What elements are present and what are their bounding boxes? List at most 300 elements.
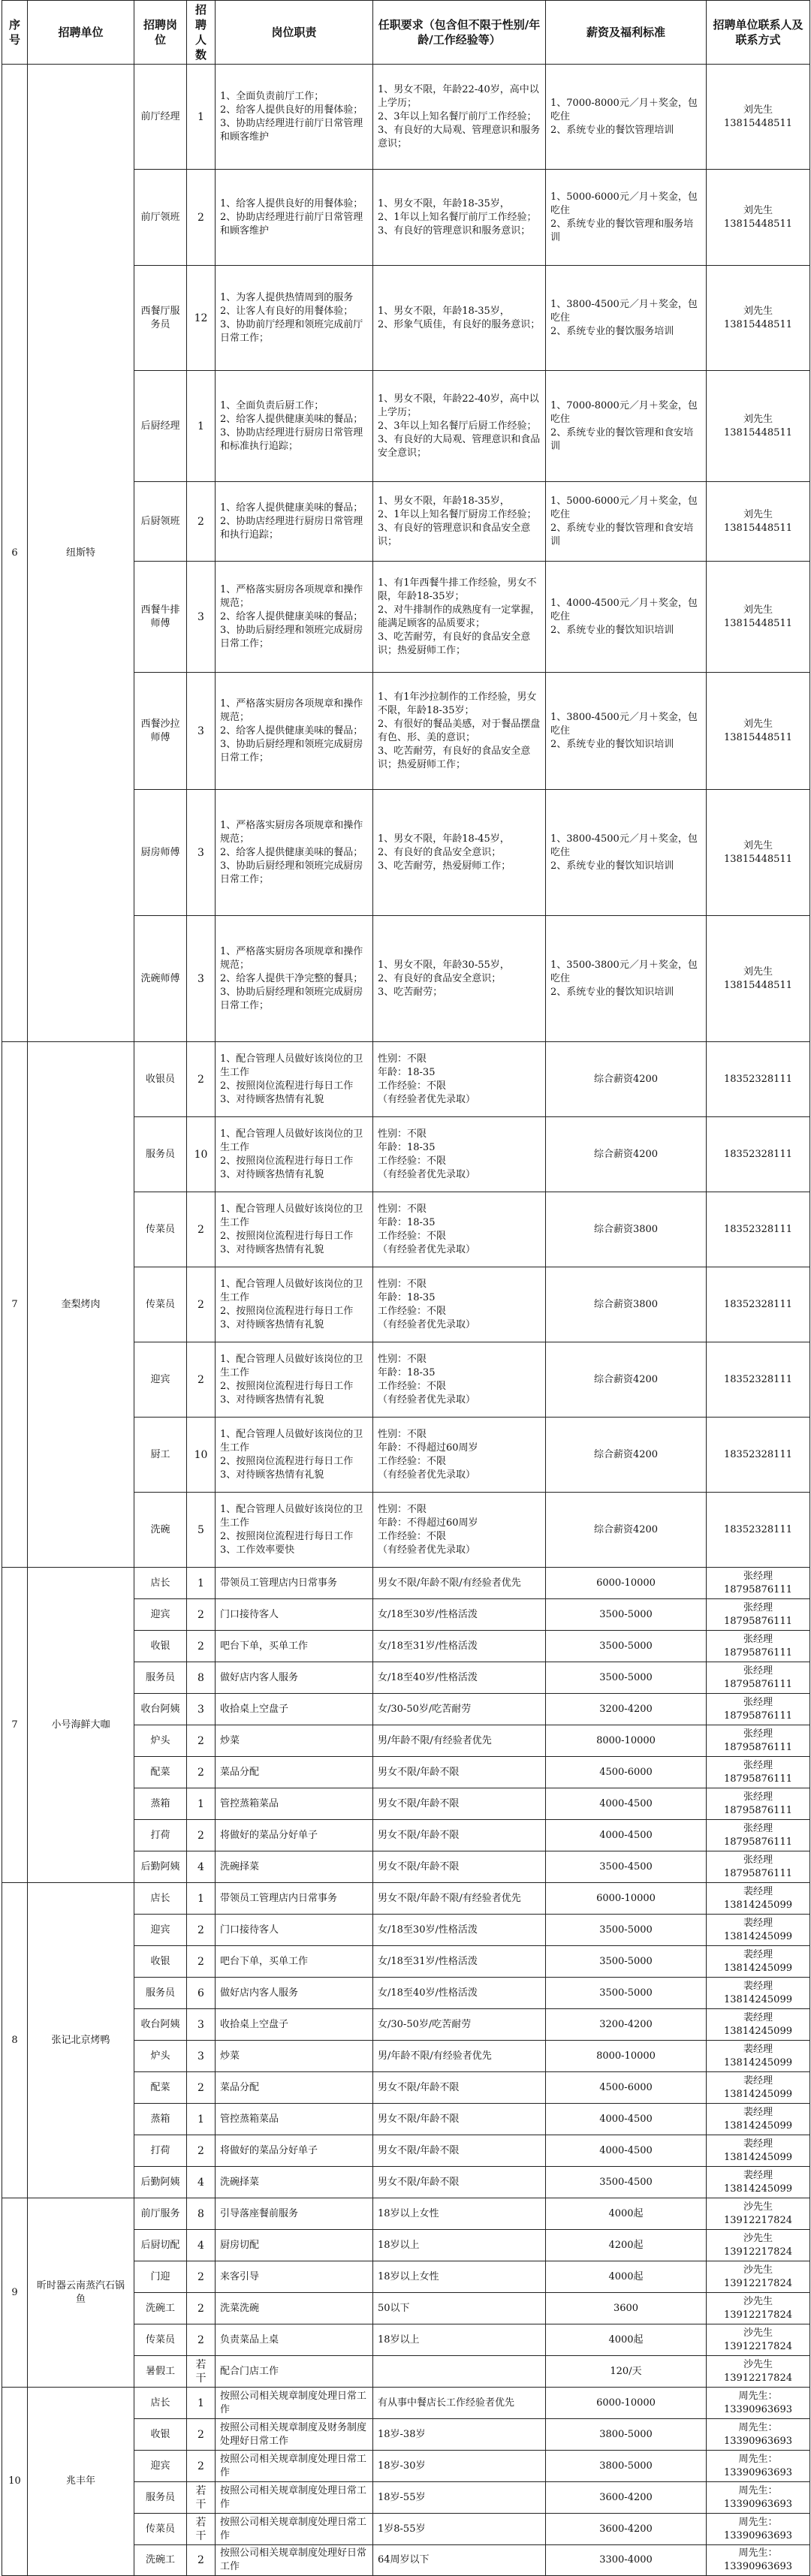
requirement-cell: 男女不限/年龄不限 bbox=[373, 2135, 546, 2167]
table-row bbox=[2, 1042, 810, 1117]
count-cell: 8 bbox=[187, 2198, 216, 2230]
header-cell: 招聘人数 bbox=[187, 1, 216, 65]
requirement-cell: 女/18至31岁/性格活泼 bbox=[373, 1631, 546, 1662]
count-cell: 2 bbox=[187, 1820, 216, 1851]
duty-cell: 1、配合管理人员做好该岗位的卫生工作 2、按照岗位流程进行每日工作 3、对待顾客热情有礼貌 bbox=[216, 1117, 373, 1192]
count-cell: 3 bbox=[187, 790, 216, 916]
requirement-cell: 女/18至40岁/性格活泼 bbox=[373, 1662, 546, 1694]
count-cell: 2 bbox=[187, 1725, 216, 1757]
post-cell: 收银 bbox=[134, 1631, 187, 1662]
salary-cell: 3500-5000 bbox=[546, 1946, 707, 1978]
duty-cell: 按照公司相关规章制度处理日常工作 bbox=[216, 2388, 373, 2419]
table-row bbox=[2, 1883, 810, 1915]
count-cell: 3 bbox=[187, 2041, 216, 2072]
requirement-cell: 女/30-50岁/吃苦耐劳 bbox=[373, 2009, 546, 2041]
count-cell: 1 bbox=[187, 2104, 216, 2135]
post-cell: 传菜员 bbox=[134, 2514, 187, 2545]
contact-cell: 张经理 18795876111 bbox=[707, 1851, 810, 1883]
contact-cell: 18352328111 bbox=[707, 1342, 810, 1418]
count-cell: 若干 bbox=[187, 2482, 216, 2514]
post-cell: 服务员 bbox=[134, 1117, 187, 1192]
requirement-cell: 18岁以上 bbox=[373, 2324, 546, 2356]
post-cell: 配菜 bbox=[134, 1757, 187, 1788]
count-cell: 2 bbox=[187, 1757, 216, 1788]
contact-cell: 裴经理 13814245099 bbox=[707, 1883, 810, 1915]
count-cell: 2 bbox=[187, 1342, 216, 1418]
row-number-cell: 7 bbox=[2, 1568, 28, 1883]
salary-cell: 3500-5000 bbox=[546, 1599, 707, 1631]
contact-cell: 裴经理 13814245099 bbox=[707, 2135, 810, 2167]
duty-cell: 吧台下单，买单工作 bbox=[216, 1631, 373, 1662]
requirement-cell: 性别：不限 年龄：不得超过60周岁 工作经验：不限 （有经验者优先录取） bbox=[373, 1493, 546, 1568]
requirement-cell: 1岁8-55岁 bbox=[373, 2514, 546, 2545]
salary-cell: 8000-10000 bbox=[546, 1725, 707, 1757]
duty-cell: 带领员工管理店内日常事务 bbox=[216, 1883, 373, 1915]
post-cell: 前厅领班 bbox=[134, 170, 187, 266]
count-cell: 4 bbox=[187, 1851, 216, 1883]
count-cell: 3 bbox=[187, 1694, 216, 1725]
requirement-cell: 性别：不限 年龄：18-35 工作经验：不限 （有经验者优先录取） bbox=[373, 1117, 546, 1192]
post-cell: 店长 bbox=[134, 1568, 187, 1599]
post-cell: 洗碗工 bbox=[134, 2545, 187, 2576]
salary-cell: 综合薪资4200 bbox=[546, 1042, 707, 1117]
duty-cell: 将做好的菜品分好单子 bbox=[216, 1820, 373, 1851]
post-cell: 前厅经理 bbox=[134, 65, 187, 170]
count-cell: 2 bbox=[187, 1192, 216, 1267]
requirement-cell: 1、男女不限，年龄30-55岁， 2、有良好的食品安全意识； 3、吃苦耐劳； bbox=[373, 916, 546, 1042]
requirement-cell: 男女不限/年龄不限/有经验者优先 bbox=[373, 1568, 546, 1599]
count-cell: 1 bbox=[187, 2388, 216, 2419]
count-cell: 6 bbox=[187, 1978, 216, 2009]
contact-cell: 18352328111 bbox=[707, 1117, 810, 1192]
requirement-cell: 男女不限/年龄不限 bbox=[373, 2072, 546, 2104]
post-cell: 配菜 bbox=[134, 2072, 187, 2104]
duty-cell: 负责菜品上桌 bbox=[216, 2324, 373, 2356]
salary-cell: 综合薪资4200 bbox=[546, 1493, 707, 1568]
requirement-cell: 男女不限/年龄不限 bbox=[373, 1820, 546, 1851]
row-number-cell: 6 bbox=[2, 65, 28, 1042]
duty-cell: 配合门店工作 bbox=[216, 2356, 373, 2388]
count-cell: 5 bbox=[187, 1493, 216, 1568]
salary-cell: 3500-4500 bbox=[546, 2167, 707, 2198]
row-number-cell: 7 bbox=[2, 1042, 28, 1568]
post-cell: 传菜员 bbox=[134, 2324, 187, 2356]
table-row bbox=[2, 65, 810, 170]
requirement-cell: 男女不限/年龄不限 bbox=[373, 1757, 546, 1788]
salary-cell: 3200-4200 bbox=[546, 1694, 707, 1725]
requirement-cell: 18岁以上 bbox=[373, 2230, 546, 2261]
contact-cell: 周先生： 13390963693 bbox=[707, 2545, 810, 2576]
contact-cell: 周先生： 13390963693 bbox=[707, 2514, 810, 2545]
duty-cell: 洗菜洗碗 bbox=[216, 2293, 373, 2324]
contact-cell: 裴经理 13814245099 bbox=[707, 1978, 810, 2009]
contact-cell: 18352328111 bbox=[707, 1418, 810, 1493]
count-cell: 1 bbox=[187, 1788, 216, 1820]
post-cell: 后厨领班 bbox=[134, 482, 187, 562]
table-row bbox=[2, 1568, 810, 1599]
count-cell: 10 bbox=[187, 1117, 216, 1192]
duty-cell: 吧台下单，买单工作 bbox=[216, 1946, 373, 1978]
post-cell: 收银 bbox=[134, 1946, 187, 1978]
count-cell: 2 bbox=[187, 2293, 216, 2324]
requirement-cell: 18岁-30岁 bbox=[373, 2451, 546, 2482]
requirement-cell: 1、男女不限，年龄22-40岁，高中以上学历； 2、3年以上知名餐厅前厅工作经验； 3、有良好的大局观、管理意识和服务意识； bbox=[373, 65, 546, 170]
post-cell: 店长 bbox=[134, 2388, 187, 2419]
count-cell: 2 bbox=[187, 2545, 216, 2576]
count-cell: 若干 bbox=[187, 2514, 216, 2545]
salary-cell: 4000-4500 bbox=[546, 2104, 707, 2135]
salary-cell: 1、5000-6000元／月＋奖金，包吃住 2、系统专业的餐饮管理和食安培训 bbox=[546, 482, 707, 562]
salary-cell: 6000-10000 bbox=[546, 1883, 707, 1915]
post-cell: 打荷 bbox=[134, 2135, 187, 2167]
contact-cell: 刘先生 13815448511 bbox=[707, 371, 810, 482]
post-cell: 暑假工 bbox=[134, 2356, 187, 2388]
duty-cell: 1、全面负责前厅工作； 2、给客人提供良好的用餐体验； 3、协助店经理进行前厅日常管理和顾客维护 bbox=[216, 65, 373, 170]
post-cell: 收台阿姨 bbox=[134, 1694, 187, 1725]
count-cell: 2 bbox=[187, 2072, 216, 2104]
contact-cell: 沙先生 13912217824 bbox=[707, 2198, 810, 2230]
count-cell: 2 bbox=[187, 1946, 216, 1978]
count-cell: 2 bbox=[187, 1631, 216, 1662]
requirement-cell: 男女不限/年龄不限 bbox=[373, 1788, 546, 1820]
post-cell: 迎宾 bbox=[134, 2451, 187, 2482]
count-cell: 10 bbox=[187, 1418, 216, 1493]
count-cell: 3 bbox=[187, 562, 216, 673]
requirement-cell: 性别：不限 年龄：18-35 工作经验：不限 （有经验者优先录取） bbox=[373, 1342, 546, 1418]
salary-cell: 3500-5000 bbox=[546, 1978, 707, 2009]
salary-cell: 8000-10000 bbox=[546, 2041, 707, 2072]
post-cell: 迎宾 bbox=[134, 1342, 187, 1418]
post-cell: 西餐牛排师傅 bbox=[134, 562, 187, 673]
requirement-cell: 18岁以上女性 bbox=[373, 2261, 546, 2293]
contact-cell: 周先生： 13390963693 bbox=[707, 2419, 810, 2451]
count-cell: 2 bbox=[187, 1915, 216, 1946]
requirement-cell: 1、男女不限，年龄18-35岁， 2、1年以上知名餐厅前厅工作经验； 3、有良好的管理意识和服务意识； bbox=[373, 170, 546, 266]
requirement-cell: 1、男女不限，年龄22-40岁，高中以上学历； 2、3年以上知名餐厅后厨工作经验； 3、有良好的大局观、管理意识和食品安全意识； bbox=[373, 371, 546, 482]
row-number-cell: 10 bbox=[2, 2388, 28, 2576]
salary-cell: 3500-4500 bbox=[546, 1851, 707, 1883]
salary-cell: 4000起 bbox=[546, 2261, 707, 2293]
table-row bbox=[2, 2198, 810, 2230]
contact-cell: 张经理 18795876111 bbox=[707, 1820, 810, 1851]
requirement-cell: 64周岁以下 bbox=[373, 2545, 546, 2576]
salary-cell: 综合薪资3800 bbox=[546, 1267, 707, 1342]
salary-cell: 3800-5000 bbox=[546, 2451, 707, 2482]
duty-cell: 1、配合管理人员做好该岗位的卫生工作 2、按照岗位流程进行每日工作 3、对待顾客热情有礼貌 bbox=[216, 1342, 373, 1418]
requirement-cell: 1、男女不限，年龄18-35岁， 2、1年以上知名餐厅厨房工作经验； 3、有良好的管理意识和食品安全意识； bbox=[373, 482, 546, 562]
count-cell: 2 bbox=[187, 1267, 216, 1342]
header-cell: 任职要求（包含但不限于性别/年龄/工作经验等） bbox=[373, 1, 546, 65]
count-cell: 2 bbox=[187, 2135, 216, 2167]
requirement-cell: 性别：不限 年龄：18-35 工作经验：不限 （有经验者优先录取） bbox=[373, 1042, 546, 1117]
contact-cell: 刘先生 13815448511 bbox=[707, 482, 810, 562]
count-cell: 1 bbox=[187, 65, 216, 170]
row-number-cell: 8 bbox=[2, 1883, 28, 2198]
post-cell: 传菜员 bbox=[134, 1267, 187, 1342]
duty-cell: 来客引导 bbox=[216, 2261, 373, 2293]
duty-cell: 做好店内客人服务 bbox=[216, 1662, 373, 1694]
company-cell: 小号海鲜大咖 bbox=[28, 1568, 134, 1883]
count-cell: 12 bbox=[187, 266, 216, 371]
duty-cell: 按照公司相关规章制度处理日常工作 bbox=[216, 2482, 373, 2514]
contact-cell: 裴经理 13814245099 bbox=[707, 2167, 810, 2198]
salary-cell: 1、3800-4500元／月＋奖金，包吃住 2、系统专业的餐饮服务培训 bbox=[546, 266, 707, 371]
post-cell: 服务员 bbox=[134, 2482, 187, 2514]
post-cell: 迎宾 bbox=[134, 1915, 187, 1946]
requirement-cell: 女/30-50岁/吃苦耐劳 bbox=[373, 1694, 546, 1725]
post-cell: 门迎 bbox=[134, 2261, 187, 2293]
contact-cell: 18352328111 bbox=[707, 1267, 810, 1342]
salary-cell: 综合薪资4200 bbox=[546, 1418, 707, 1493]
salary-cell: 3500-5000 bbox=[546, 1631, 707, 1662]
table-row bbox=[2, 2388, 810, 2419]
count-cell: 1 bbox=[187, 1568, 216, 1599]
contact-cell: 刘先生 13815448511 bbox=[707, 673, 810, 790]
contact-cell: 张经理 18795876111 bbox=[707, 1662, 810, 1694]
contact-cell: 刘先生 13815448511 bbox=[707, 916, 810, 1042]
salary-cell: 1、3800-4500元／月＋奖金，包吃住 2、系统专业的餐饮知识培训 bbox=[546, 790, 707, 916]
row-number-cell: 9 bbox=[2, 2198, 28, 2388]
post-cell: 后勤阿姨 bbox=[134, 1851, 187, 1883]
salary-cell: 1、4000-4500元／月＋奖金，包吃住 2、系统专业的餐饮知识培训 bbox=[546, 562, 707, 673]
duty-cell: 1、给客人提供健康美味的餐品； 2、协助店经理进行厨房日常管理和执行追踪； bbox=[216, 482, 373, 562]
duty-cell: 炒菜 bbox=[216, 1725, 373, 1757]
table-body bbox=[2, 65, 810, 2576]
contact-cell: 刘先生 13815448511 bbox=[707, 65, 810, 170]
header-cell: 岗位职责 bbox=[216, 1, 373, 65]
duty-cell: 1、配合管理人员做好该岗位的卫生工作 2、按照岗位流程进行每日工作 3、对待顾客热情有礼貌 bbox=[216, 1267, 373, 1342]
salary-cell: 3500-5000 bbox=[546, 1915, 707, 1946]
contact-cell: 张经理 18795876111 bbox=[707, 1788, 810, 1820]
contact-cell: 张经理 18795876111 bbox=[707, 1568, 810, 1599]
duty-cell: 1、严格落实厨房各项规章和操作规范； 2、给客人提供健康美味的餐品； 3、协助后厨经理和领班完成厨房日常工作； bbox=[216, 673, 373, 790]
company-cell: 兆丰年 bbox=[28, 2388, 134, 2576]
salary-cell: 4000-4500 bbox=[546, 1820, 707, 1851]
requirement-cell: 性别：不限 年龄：不得超过60周岁 工作经验：不限 （有经验者优先录取） bbox=[373, 1418, 546, 1493]
requirement-cell: 男/年龄不限/有经验者优先 bbox=[373, 1725, 546, 1757]
contact-cell: 周先生： 13390963693 bbox=[707, 2388, 810, 2419]
duty-cell: 管控蒸箱菜品 bbox=[216, 1788, 373, 1820]
requirement-cell: 男女不限/年龄不限 bbox=[373, 1851, 546, 1883]
requirement-cell: 女/18至30岁/性格活泼 bbox=[373, 1915, 546, 1946]
requirement-cell: 1、男女不限，年龄18-45岁， 2、有良好的食品安全意识； 3、吃苦耐劳，热爱厨师工作； bbox=[373, 790, 546, 916]
post-cell: 蒸箱 bbox=[134, 1788, 187, 1820]
post-cell: 厨房师傅 bbox=[134, 790, 187, 916]
salary-cell: 3600-4200 bbox=[546, 2482, 707, 2514]
count-cell: 3 bbox=[187, 2009, 216, 2041]
salary-cell: 6000-10000 bbox=[546, 1568, 707, 1599]
salary-cell: 3600 bbox=[546, 2293, 707, 2324]
contact-cell: 沙先生 13912217824 bbox=[707, 2324, 810, 2356]
duty-cell: 1、严格落实厨房各项规章和操作规范； 2、给客人提供健康美味的餐品； 3、协助后厨经理和领班完成厨房日常工作； bbox=[216, 790, 373, 916]
contact-cell: 周先生： 13390963693 bbox=[707, 2482, 810, 2514]
duty-cell: 按照公司相关规章制度处理日常工作 bbox=[216, 2514, 373, 2545]
salary-cell: 3600-4200 bbox=[546, 2514, 707, 2545]
post-cell: 炉头 bbox=[134, 1725, 187, 1757]
count-cell: 2 bbox=[187, 482, 216, 562]
post-cell: 西餐沙拉师傅 bbox=[134, 673, 187, 790]
salary-cell: 4500-6000 bbox=[546, 1757, 707, 1788]
contact-cell: 裴经理 13814245099 bbox=[707, 1915, 810, 1946]
salary-cell: 1、3800-4500元／月＋奖金，包吃住 2、系统专业的餐饮知识培训 bbox=[546, 673, 707, 790]
contact-cell: 沙先生 13912217824 bbox=[707, 2293, 810, 2324]
post-cell: 蒸箱 bbox=[134, 2104, 187, 2135]
count-cell: 3 bbox=[187, 916, 216, 1042]
duty-cell: 炒菜 bbox=[216, 2041, 373, 2072]
contact-cell: 裴经理 13814245099 bbox=[707, 2104, 810, 2135]
count-cell: 2 bbox=[187, 2451, 216, 2482]
salary-cell: 6000-10000 bbox=[546, 2388, 707, 2419]
requirement-cell: 男女不限/年龄不限/有经验者优先 bbox=[373, 1883, 546, 1915]
requirement-cell: 女/18至30岁/性格活泼 bbox=[373, 1599, 546, 1631]
contact-cell: 张经理 18795876111 bbox=[707, 1757, 810, 1788]
salary-cell: 综合薪资3800 bbox=[546, 1192, 707, 1267]
contact-cell: 18352328111 bbox=[707, 1042, 810, 1117]
post-cell: 店长 bbox=[134, 1883, 187, 1915]
duty-cell: 1、配合管理人员做好该岗位的卫生工作 2、按照岗位流程进行每日工作 3、对待顾客热情有礼貌 bbox=[216, 1192, 373, 1267]
requirement-cell: 男/年龄不限/有经验者优先 bbox=[373, 2041, 546, 2072]
post-cell: 后厨经理 bbox=[134, 371, 187, 482]
contact-cell: 刘先生 13815448511 bbox=[707, 790, 810, 916]
salary-cell: 4200起 bbox=[546, 2230, 707, 2261]
salary-cell: 4000-4500 bbox=[546, 2135, 707, 2167]
count-cell: 1 bbox=[187, 1883, 216, 1915]
duty-cell: 收拾桌上空盘子 bbox=[216, 2009, 373, 2041]
header-cell: 招聘单位 bbox=[28, 1, 134, 65]
count-cell: 8 bbox=[187, 1662, 216, 1694]
requirement-cell: 1、有1年沙拉制作的工作经验，男女不限，年龄18-35岁； 2、有很好的餐品美感，对于餐品摆盘有色、形、美的意识； 3、吃苦耐劳，有良好的食品安全意识；热爱厨师工作； bbox=[373, 673, 546, 790]
duty-cell: 1、配合管理人员做好该岗位的卫生工作 2、按照岗位流程进行每日工作 3、对待顾客热情有礼貌 bbox=[216, 1418, 373, 1493]
requirement-cell: 性别：不限 年龄：18-35 工作经验：不限 （有经验者优先录取） bbox=[373, 1192, 546, 1267]
duty-cell: 菜品分配 bbox=[216, 2072, 373, 2104]
contact-cell: 张经理 18795876111 bbox=[707, 1631, 810, 1662]
post-cell: 收台阿姨 bbox=[134, 2009, 187, 2041]
duty-cell: 门口接待客人 bbox=[216, 1915, 373, 1946]
post-cell: 西餐厅服务员 bbox=[134, 266, 187, 371]
company-cell: 昕时器云南蒸汽石锅鱼 bbox=[28, 2198, 134, 2388]
duty-cell: 将做好的菜品分好单子 bbox=[216, 2135, 373, 2167]
requirement-cell: 18岁-55岁 bbox=[373, 2482, 546, 2514]
duty-cell: 做好店内客人服务 bbox=[216, 1978, 373, 2009]
count-cell: 2 bbox=[187, 2261, 216, 2293]
company-cell: 张记北京烤鸭 bbox=[28, 1883, 134, 2198]
post-cell: 收银员 bbox=[134, 1042, 187, 1117]
salary-cell: 120/天 bbox=[546, 2356, 707, 2388]
requirement-cell: 有从事中餐店长工作经验者优先 bbox=[373, 2388, 546, 2419]
contact-cell: 张经理 18795876111 bbox=[707, 1599, 810, 1631]
salary-cell: 4000-4500 bbox=[546, 1788, 707, 1820]
count-cell: 1 bbox=[187, 371, 216, 482]
duty-cell: 管控蒸箱菜品 bbox=[216, 2104, 373, 2135]
contact-cell: 周先生： 13390963693 bbox=[707, 2451, 810, 2482]
contact-cell: 沙先生 13912217824 bbox=[707, 2356, 810, 2388]
contact-cell: 裴经理 13814245099 bbox=[707, 2041, 810, 2072]
duty-cell: 菜品分配 bbox=[216, 1757, 373, 1788]
requirement-cell bbox=[373, 2356, 546, 2388]
salary-cell: 4500-6000 bbox=[546, 2072, 707, 2104]
salary-cell: 3800-5000 bbox=[546, 2419, 707, 2451]
requirement-cell: 男女不限/年龄不限 bbox=[373, 2104, 546, 2135]
duty-cell: 1、全面负责后厨工作； 2、给客人提供健康美味的餐品； 3、协助店经理进行厨房日常管理和标准执行追踪； bbox=[216, 371, 373, 482]
post-cell: 洗碗工 bbox=[134, 2293, 187, 2324]
salary-cell: 1、7000-8000元／月＋奖金，包吃住 2、系统专业的餐饮管理和食安培训 bbox=[546, 371, 707, 482]
salary-cell: 1、5000-6000元／月＋奖金，包吃住 2、系统专业的餐饮管理和服务培训 bbox=[546, 170, 707, 266]
contact-cell: 18352328111 bbox=[707, 1192, 810, 1267]
count-cell: 2 bbox=[187, 1599, 216, 1631]
header-cell: 招聘单位联系人及联系方式 bbox=[707, 1, 810, 65]
header-cell: 招聘岗位 bbox=[134, 1, 187, 65]
count-cell: 4 bbox=[187, 2167, 216, 2198]
duty-cell: 收拾桌上空盘子 bbox=[216, 1694, 373, 1725]
post-cell: 后勤阿姨 bbox=[134, 2167, 187, 2198]
contact-cell: 裴经理 13814245099 bbox=[707, 1946, 810, 1978]
requirement-cell: 男女不限/年龄不限 bbox=[373, 2167, 546, 2198]
duty-cell: 1、配合管理人员做好该岗位的卫生工作 2、按照岗位流程进行每日工作 3、对待顾客热情有礼貌 bbox=[216, 1042, 373, 1117]
contact-cell: 刘先生 13815448511 bbox=[707, 562, 810, 673]
post-cell: 打荷 bbox=[134, 1820, 187, 1851]
count-cell: 4 bbox=[187, 2230, 216, 2261]
post-cell: 服务员 bbox=[134, 1662, 187, 1694]
contact-cell: 刘先生 13815448511 bbox=[707, 266, 810, 371]
duty-cell: 1、严格落实厨房各项规章和操作规范； 2、给客人提供健康美味的餐品； 3、协助后厨经理和领班完成厨房日常工作； bbox=[216, 562, 373, 673]
contact-cell: 裴经理 13814245099 bbox=[707, 2009, 810, 2041]
requirement-cell: 18岁-38岁 bbox=[373, 2419, 546, 2451]
salary-cell: 综合薪资4200 bbox=[546, 1117, 707, 1192]
duty-cell: 洗碗择菜 bbox=[216, 1851, 373, 1883]
requirement-cell: 女/18至31岁/性格活泼 bbox=[373, 1946, 546, 1978]
count-cell: 2 bbox=[187, 2324, 216, 2356]
contact-cell: 裴经理 13814245099 bbox=[707, 2072, 810, 2104]
post-cell: 厨工 bbox=[134, 1418, 187, 1493]
count-cell: 2 bbox=[187, 1042, 216, 1117]
requirement-cell: 女/18至40岁/性格活泼 bbox=[373, 1978, 546, 2009]
post-cell: 洗碗师傅 bbox=[134, 916, 187, 1042]
post-cell: 收银 bbox=[134, 2419, 187, 2451]
count-cell: 3 bbox=[187, 673, 216, 790]
salary-cell: 综合薪资4200 bbox=[546, 1342, 707, 1418]
requirement-cell: 1、男女不限，年龄18-35岁， 2、形象气质佳，有良好的服务意识； bbox=[373, 266, 546, 371]
salary-cell: 4000起 bbox=[546, 2198, 707, 2230]
contact-cell: 刘先生 13815448511 bbox=[707, 170, 810, 266]
requirement-cell: 50以下 bbox=[373, 2293, 546, 2324]
header-cell: 序号 bbox=[2, 1, 28, 65]
contact-cell: 18352328111 bbox=[707, 1493, 810, 1568]
duty-cell: 按照公司相关规章制度处理好日常工作 bbox=[216, 2545, 373, 2576]
duty-cell: 1、配合管理人员做好该岗位的卫生工作 2、按照岗位流程进行每日工作 3、工作效率要快 bbox=[216, 1493, 373, 1568]
contact-cell: 张经理 18795876111 bbox=[707, 1725, 810, 1757]
duty-cell: 1、为客人提供热情周到的服务 2、让客人有良好的用餐体验； 3、协助前厅经理和领班完成前厅日常工作； bbox=[216, 266, 373, 371]
post-cell: 服务员 bbox=[134, 1978, 187, 2009]
contact-cell: 沙先生 13912217824 bbox=[707, 2261, 810, 2293]
duty-cell: 按照公司相关规章制度及财务制度处理好日常工作 bbox=[216, 2419, 373, 2451]
header-cell: 薪资及福利标准 bbox=[546, 1, 707, 65]
recruitment-table bbox=[2, 0, 810, 2576]
duty-cell: 厨房切配 bbox=[216, 2230, 373, 2261]
contact-cell: 沙先生 13912217824 bbox=[707, 2230, 810, 2261]
duty-cell: 门口接待客人 bbox=[216, 1599, 373, 1631]
duty-cell: 1、给客人提供良好的用餐体验； 2、协助店经理进行前厅日常管理和顾客维护 bbox=[216, 170, 373, 266]
duty-cell: 引导落座餐前服务 bbox=[216, 2198, 373, 2230]
post-cell: 传菜员 bbox=[134, 1192, 187, 1267]
salary-cell: 1、7000-8000元／月＋奖金，包吃住 2、系统专业的餐饮管理培训 bbox=[546, 65, 707, 170]
company-cell: 奎梨烤肉 bbox=[28, 1042, 134, 1568]
count-cell: 2 bbox=[187, 170, 216, 266]
duty-cell: 带领员工管理店内日常事务 bbox=[216, 1568, 373, 1599]
salary-cell: 3300-4000 bbox=[546, 2545, 707, 2576]
duty-cell: 按照公司相关规章制度处理日常工作 bbox=[216, 2451, 373, 2482]
requirement-cell: 18岁以上女性 bbox=[373, 2198, 546, 2230]
contact-cell: 张经理 18795876111 bbox=[707, 1694, 810, 1725]
